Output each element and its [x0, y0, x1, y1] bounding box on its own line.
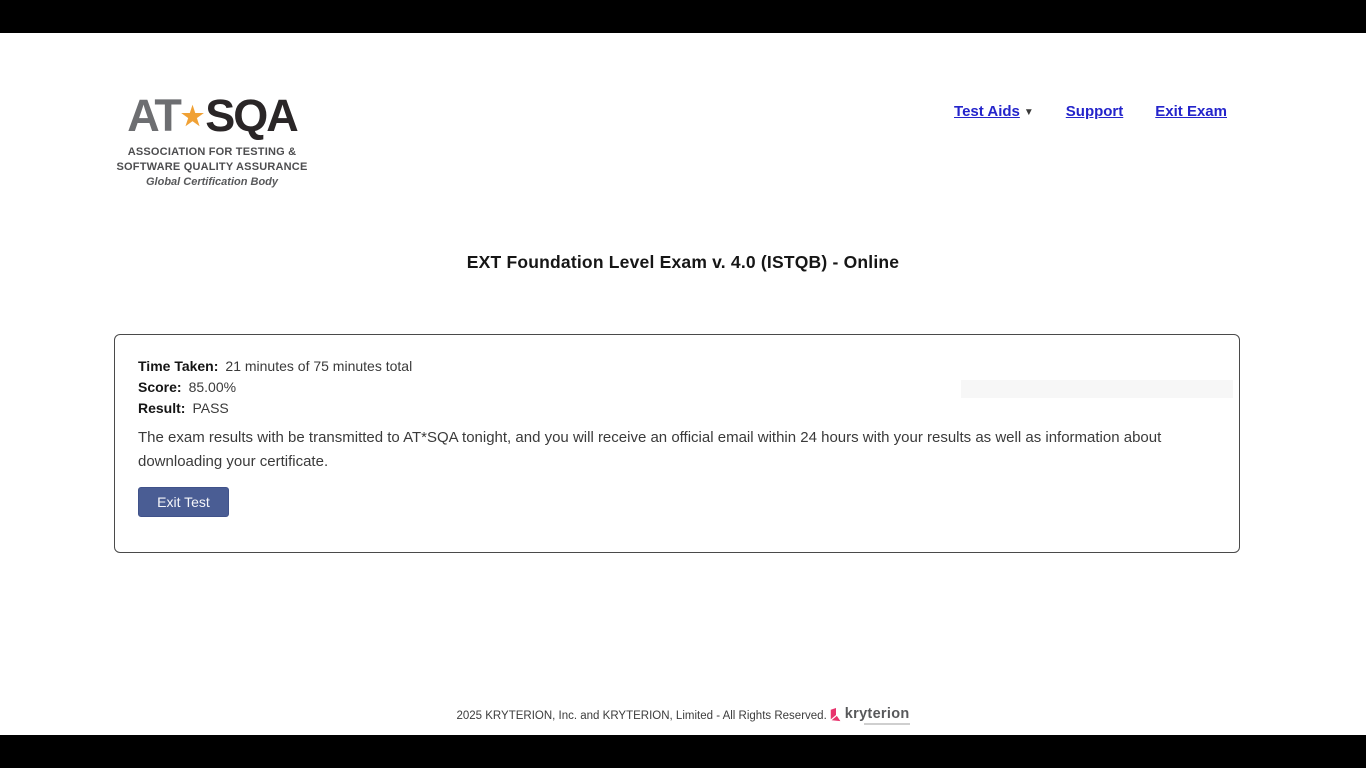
- logo-text-at: AT: [127, 90, 180, 141]
- faint-artifact-band: [961, 380, 1233, 398]
- score-label: Score:: [138, 379, 182, 395]
- atsqa-logo-wordmark: [112, 90, 312, 141]
- logo-subtitle-line1: ASSOCIATION FOR TESTING &: [127, 146, 297, 158]
- results-panel: [114, 334, 1240, 553]
- logo-subtitle: [112, 145, 312, 175]
- exit-test-button[interactable]: Exit Test: [138, 487, 229, 517]
- nav-link-test-aids[interactable]: [954, 103, 1034, 120]
- atsqa-logo: [112, 90, 312, 188]
- kryterion-mark-icon: [829, 708, 843, 722]
- score-value: 85.00%: [188, 379, 237, 395]
- logo-subtitle-line2: SOFTWARE QUALITY ASSURANCE: [116, 161, 308, 173]
- result-label: Result:: [138, 400, 186, 416]
- nav-link-support[interactable]: Support: [1065, 103, 1124, 120]
- kryterion-wordmark: [843, 707, 910, 725]
- result-row: [138, 398, 1216, 419]
- page-background: [0, 33, 1366, 735]
- exam-title: EXT Foundation Level Exam v. 4.0 (ISTQB) - Online: [466, 252, 900, 272]
- kryterion-tagline-placeholder: [864, 723, 910, 725]
- logo-tagline: Global Certification Body: [145, 176, 278, 188]
- logo-text-sqa: SQA: [205, 90, 297, 141]
- nav-link-exit-exam[interactable]: Exit Exam: [1155, 103, 1227, 120]
- time-taken-value: 21 minutes of 75 minutes total: [225, 358, 413, 374]
- chevron-down-icon: ▼: [1023, 107, 1034, 118]
- time-taken-label: Time Taken:: [138, 358, 219, 374]
- results-message: The exam results with be transmitted to AT*SQA tonight, and you will receive an official email within 24 hours with your results as well as information about downloading your certificate.: [138, 429, 1162, 470]
- star-icon: ★: [180, 101, 205, 131]
- nav-link-test-aids-label: Test Aids: [954, 103, 1020, 120]
- copyright-text: 2025 KRYTERION, Inc. and KRYTERION, Limited - All Rights Reserved.: [456, 710, 827, 722]
- top-navigation: [954, 103, 1227, 120]
- footer: [0, 707, 1366, 725]
- kryterion-logo: [829, 707, 910, 725]
- time-taken-row: [138, 356, 1216, 377]
- kryterion-brand-text: kryterion: [844, 706, 910, 722]
- result-value: PASS: [192, 400, 229, 416]
